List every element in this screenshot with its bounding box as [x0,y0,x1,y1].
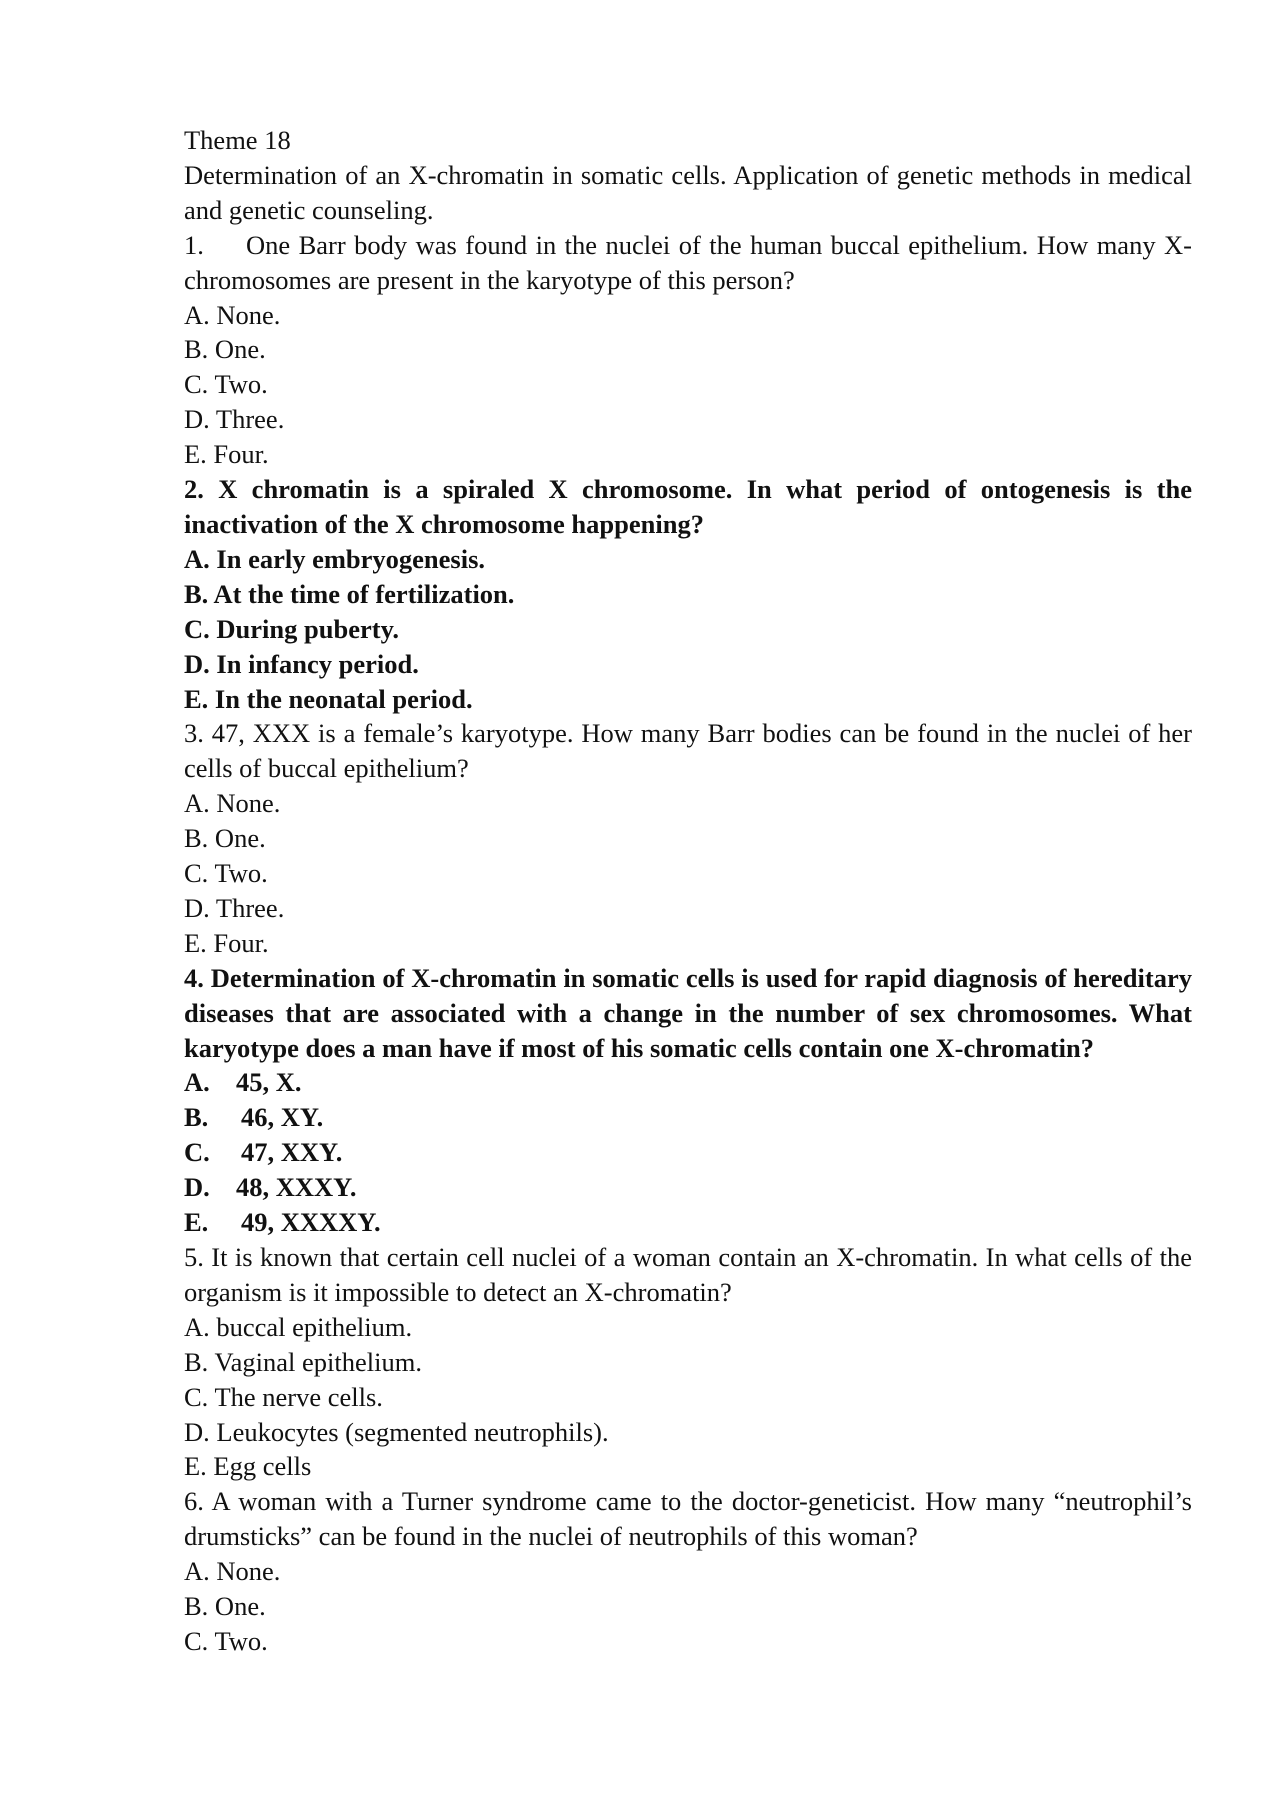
option-6b: B. One. [184,1591,266,1622]
question-2-text: 2. X chromatin is a spiraled X chromosome. In what period of ontogenesis is the inactivation of the X chromosome happening? [184,474,1192,539]
question-1 [184,228,1192,472]
question-3-text: 3. 47, XXX is a female’s karyotype. How many Barr bodies can be found in the nuclei of her cells of buccal epithelium? [184,718,1192,784]
option-4e [184,1205,1192,1240]
option-4c-letter: C. [184,1137,210,1168]
option-4d-value: 48, XXXY. [236,1172,357,1203]
option-4e-letter: E. [184,1207,209,1238]
option-4b [184,1100,1192,1135]
question-6-text: 6. A woman with a Turner syndrome came to the doctor-geneticist. How many “neutrophil’s drumsticks” can be found in the nuclei of neutrophils of this woman? [184,1486,1192,1552]
option-5b: B. Vaginal epithelium. [184,1346,422,1377]
option-1e: E. Four. [184,439,269,470]
option-4d [184,1170,1192,1205]
question-6 [184,1484,1192,1659]
option-3c: C. Two. [184,858,268,889]
option-4c-value: 47, XXY. [241,1137,343,1168]
option-4b-letter: B. [184,1102,209,1133]
option-3a: A. None. [184,788,281,819]
option-4a-value: 45, X. [236,1067,302,1098]
option-3d: D. Three. [184,892,285,923]
option-5c: C. The nerve cells. [184,1381,383,1412]
question-4-text: 4. Determination of X-chromatin in somatic cells is used for rapid diagnosis of hereditary diseases that are associated with a change in the number of sex chromosomes. What karyotype does a man have if most of his somatic cells contain one X-chromatin? [184,962,1192,1063]
option-3e: E. Four. [184,927,269,958]
option-1b: B. One. [184,334,266,365]
question-3 [184,716,1192,960]
option-6a: A. None. [184,1556,281,1587]
option-4c [184,1135,1192,1170]
option-2b: B. At the time of fertilization. [184,578,515,609]
question-5 [184,1240,1192,1484]
question-5-text: 5. It is known that certain cell nuclei of a woman contain an X-chromatin. In what cells of the organism is it impossible to detect an X-chromatin? [184,1242,1192,1307]
option-4a-letter: A. [184,1067,210,1098]
option-4b-value: 46, XY. [241,1102,324,1133]
option-1a: A. None. [184,299,281,330]
theme-subtitle: Determination of an X-chromatin in somatic cells. Application of genetic methods in medical and genetic counseling. [184,159,1192,225]
option-5d: D. Leukocytes (segmented neutrophils). [184,1416,609,1447]
option-6c: C. Two. [184,1625,268,1656]
question-1-stem: One Barr body was found in the nuclei of the human buccal epithelium. How many X-chromosomes are present in the karyotype of this person? [184,229,1192,295]
option-4e-value: 49, XXXXY. [241,1207,381,1238]
question-4 [184,961,1192,1240]
document-page [184,123,1192,1659]
option-2d: D. In infancy period. [184,648,419,679]
option-2c: C. During puberty. [184,613,399,644]
option-5e: E. Egg cells [184,1451,312,1482]
question-1-number: 1. [184,229,204,260]
question-1-text [184,228,1192,298]
option-3b: B. One. [184,823,266,854]
option-2e: E. In the neonatal period. [184,683,473,714]
question-2 [184,472,1192,716]
theme-heading: Theme 18 [184,125,291,155]
option-4d-letter: D. [184,1172,210,1203]
option-1c: C. Two. [184,369,268,400]
option-1d: D. Three. [184,404,285,435]
option-2a: A. In early embryogenesis. [184,543,486,574]
option-5a: A. buccal epithelium. [184,1311,413,1342]
option-4a [184,1065,1192,1100]
